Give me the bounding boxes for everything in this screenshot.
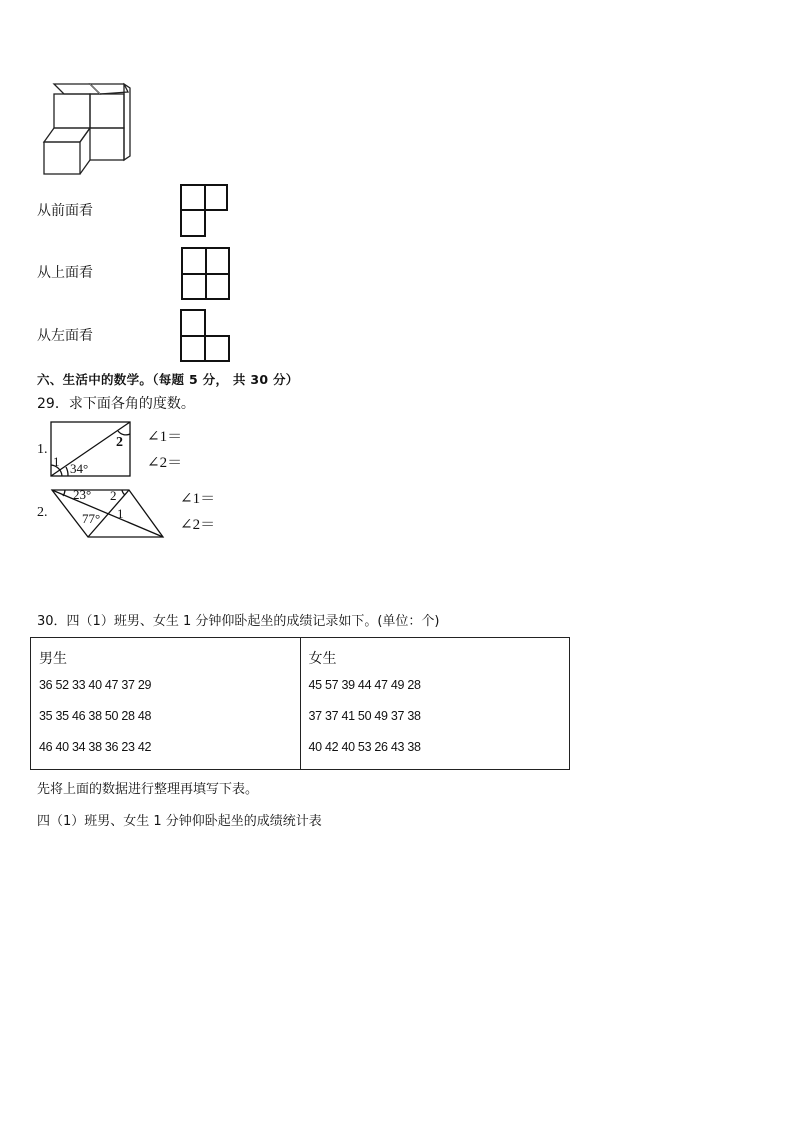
q29-fig1-number: 1. <box>37 442 48 457</box>
view-front-grid <box>180 184 230 238</box>
boys-row: 36 52 33 40 47 37 29 <box>39 678 152 692</box>
view-top-label: 从上面看 <box>37 265 93 281</box>
boys-column <box>31 638 301 770</box>
girls-header: 女生 <box>308 650 337 666</box>
view-front-label: 从前面看 <box>37 203 93 219</box>
view-top-grid <box>180 246 232 302</box>
boys-row: 46 40 34 38 36 23 42 <box>39 740 152 754</box>
q30-record-table <box>30 637 570 770</box>
girls-row: 37 37 41 50 49 37 38 <box>308 709 421 723</box>
q29-fig2-angle1-label: 1 <box>117 506 124 521</box>
q29-figure2 <box>50 487 168 542</box>
q30-instruction: 先将上面的数据进行整理再填写下表。 <box>37 782 259 797</box>
view-left-grid <box>180 309 232 363</box>
view-left-label: 从左面看 <box>37 328 93 344</box>
q29-fig1-given-angle: 34° <box>70 461 89 476</box>
q30-table-title: 四（1）班男、女生 1 分钟仰卧起坐的成绩统计表 <box>37 814 322 829</box>
girls-column <box>300 638 570 770</box>
q29-fig1-answer1: ∠1＝ <box>147 429 183 445</box>
q29-fig1-angle2-label: 2 <box>116 435 123 450</box>
q29-prompt: 29．求下面各角的度数。 <box>37 396 195 412</box>
q29-fig2-given-77: 77° <box>82 511 101 526</box>
q29-fig1-answer2: ∠2＝ <box>147 455 183 471</box>
q29-fig2-angle2-label: 2 <box>110 488 117 503</box>
q29-fig1-angle1-label: 1 <box>53 454 60 469</box>
q29-fig2-answer2: ∠2＝ <box>180 517 216 533</box>
q29-fig2-given-23: 23° <box>73 487 92 502</box>
q29-fig2-number: 2. <box>37 505 48 520</box>
section-six-heading: 六、生活中的数学。（每题 5 分， 共 30 分） <box>37 372 299 387</box>
girls-row: 45 57 39 44 47 49 28 <box>308 678 421 692</box>
boys-header: 男生 <box>39 650 67 666</box>
q29-figure1 <box>48 420 134 480</box>
q30-prompt: 30．四（1）班男、女生 1 分钟仰卧起坐的成绩记录如下。(单位：个) <box>37 614 440 629</box>
q29-fig2-answer1: ∠1＝ <box>180 491 216 507</box>
cube-figure <box>38 80 133 180</box>
boys-row: 35 35 46 38 50 28 48 <box>39 709 152 723</box>
girls-row: 40 42 40 53 26 43 38 <box>308 740 421 754</box>
